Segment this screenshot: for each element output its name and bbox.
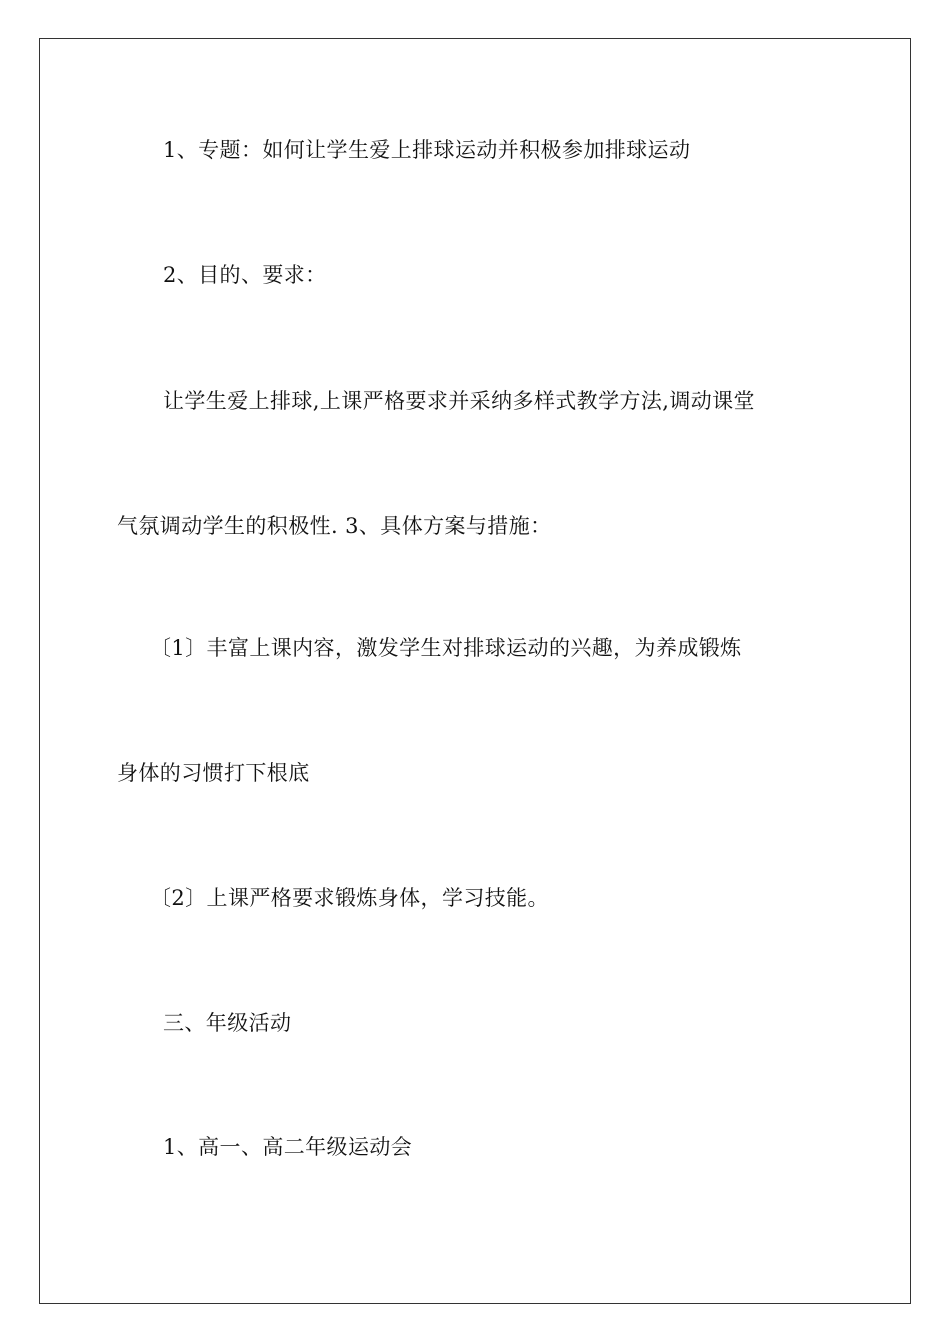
text-line-measure-1-continuation: 身体的习惯打下根底	[117, 761, 310, 785]
text-line-purpose-body: 让学生爱上排球,上课严格要求并采纳多样式教学方法,调动课堂	[163, 389, 755, 413]
text-line-topic: 1、专题：如何让学生爱上排球运动并积极参加排球运动	[163, 138, 691, 162]
page-border	[39, 38, 911, 1304]
text-line-purpose-continuation: 气氛调动学生的积极性. 3、具体方案与措施：	[117, 514, 552, 538]
text-line-measure-2: 〔2〕上课严格要求锻炼身体，学习技能。	[150, 886, 549, 910]
text-line-measure-1: 〔1〕丰富上课内容，激发学生对排球运动的兴趣，为养成锻炼	[150, 636, 742, 660]
text-line-section-heading: 三、年级活动	[163, 1011, 292, 1035]
text-line-purpose-heading: 2、目的、要求：	[163, 263, 327, 287]
text-line-grade-activity: 1、高一、高二年级运动会	[163, 1135, 413, 1159]
